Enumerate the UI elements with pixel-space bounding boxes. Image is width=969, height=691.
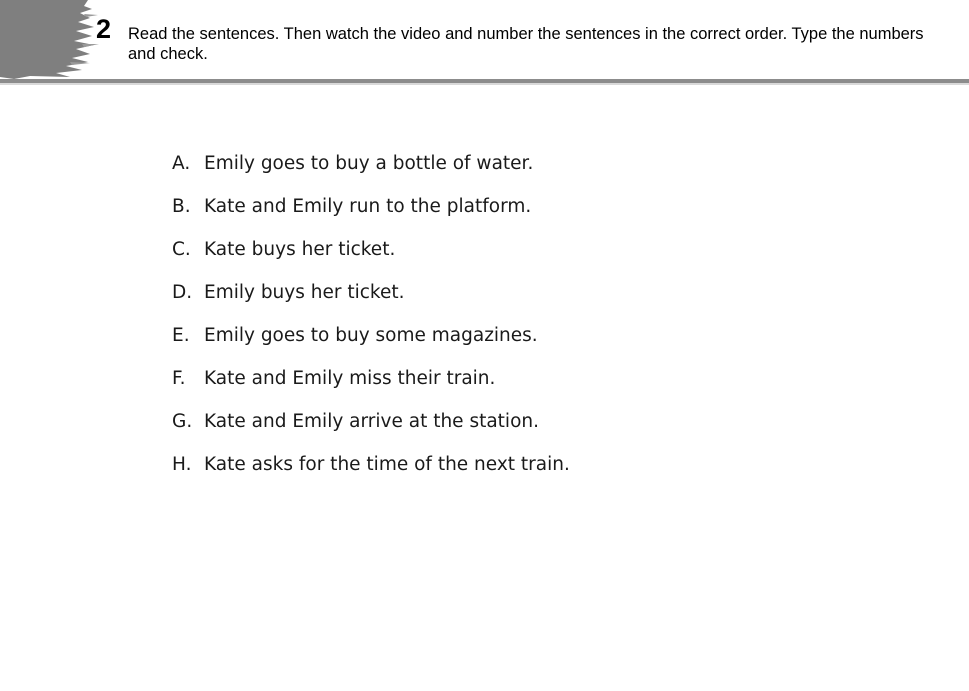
exercise-number: 2 bbox=[96, 14, 112, 44]
exercise-header bbox=[0, 0, 969, 84]
sentence-letter: E. bbox=[172, 325, 190, 346]
sentence-item-f bbox=[172, 366, 570, 409]
sentence-text: Emily buys her ticket. bbox=[204, 282, 405, 303]
sentence-text: Kate and Emily run to the platform. bbox=[204, 196, 532, 217]
sentence-item-c bbox=[172, 237, 570, 280]
sentence-item-g bbox=[172, 409, 570, 452]
sentence-item-a bbox=[172, 151, 570, 194]
sentence-letter: C. bbox=[172, 239, 191, 260]
sentence-letter: H. bbox=[172, 454, 192, 475]
sentence-text: Kate and Emily arrive at the station. bbox=[204, 411, 539, 432]
brush-stroke-decoration bbox=[0, 0, 100, 80]
sentence-text: Emily goes to buy some magazines. bbox=[204, 325, 538, 346]
sentence-item-d bbox=[172, 280, 570, 323]
sentence-item-b bbox=[172, 194, 570, 237]
sentence-letter: F. bbox=[172, 368, 186, 389]
header-divider-shadow bbox=[0, 83, 969, 85]
sentence-text: Kate buys her ticket. bbox=[204, 239, 396, 260]
sentence-text: Emily goes to buy a bottle of water. bbox=[204, 153, 534, 174]
sentence-item-e bbox=[172, 323, 570, 366]
sentence-text: Kate and Emily miss their train. bbox=[204, 368, 496, 389]
sentence-item-h bbox=[172, 452, 570, 495]
sentence-letter: B. bbox=[172, 196, 191, 217]
exercise-instruction: Read the sentences. Then watch the video and number the sentences in the correct order. Type the numbers and check. bbox=[128, 25, 924, 63]
sentence-text: Kate asks for the time of the next train. bbox=[204, 454, 570, 475]
sentence-letter: A. bbox=[172, 153, 191, 174]
sentence-letter: G. bbox=[172, 411, 193, 432]
sentence-letter: D. bbox=[172, 282, 193, 303]
sentence-list bbox=[172, 151, 570, 495]
